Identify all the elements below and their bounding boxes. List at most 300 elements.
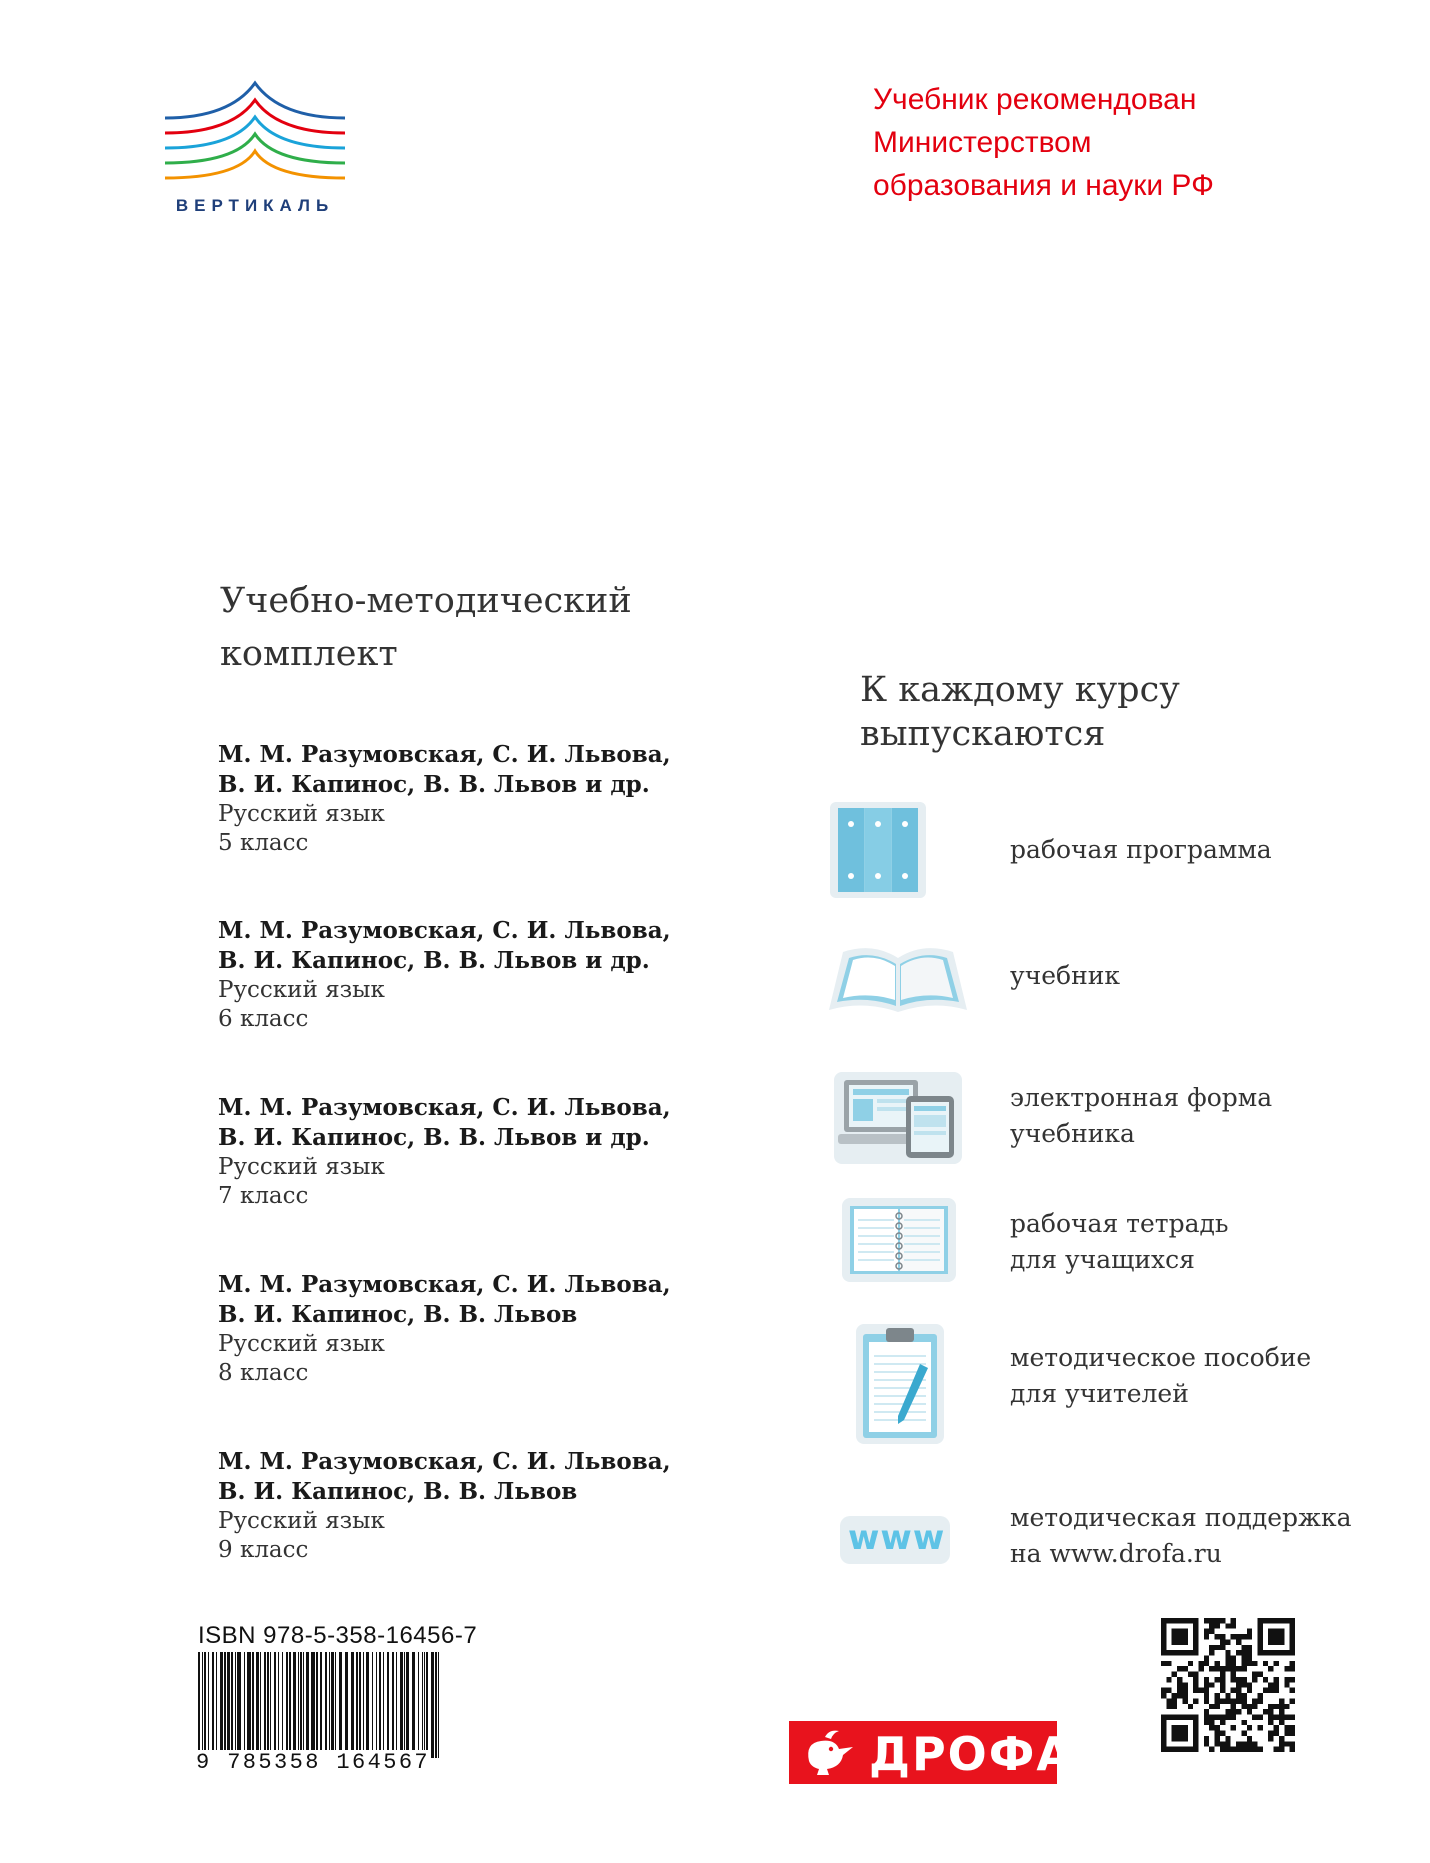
qr-module bbox=[1220, 1634, 1225, 1639]
book-entry bbox=[218, 1270, 671, 1388]
qr-module bbox=[1252, 1698, 1257, 1703]
barcode-bar bbox=[282, 1652, 283, 1758]
qr-module bbox=[1268, 1720, 1273, 1725]
book-subject: Русский язык bbox=[218, 1154, 385, 1180]
qr-module bbox=[1220, 1618, 1225, 1623]
qr-module bbox=[1290, 1677, 1295, 1682]
qr-module bbox=[1220, 1645, 1225, 1650]
qr-module bbox=[1236, 1666, 1241, 1671]
qr-module bbox=[1268, 1731, 1273, 1736]
qr-module bbox=[1247, 1736, 1252, 1741]
qr-module bbox=[1241, 1747, 1246, 1752]
qr-module bbox=[1182, 1666, 1187, 1671]
qr-module bbox=[1263, 1661, 1268, 1666]
qr-module bbox=[1199, 1661, 1204, 1666]
qr-module bbox=[1279, 1709, 1284, 1714]
qr-module bbox=[1241, 1677, 1246, 1682]
qr-module bbox=[1231, 1704, 1236, 1709]
barcode-bar bbox=[400, 1652, 403, 1758]
material-item bbox=[828, 1320, 1388, 1450]
book-subject: Русский язык bbox=[218, 1508, 385, 1534]
qr-module bbox=[1274, 1704, 1279, 1709]
material-item bbox=[828, 1196, 1388, 1306]
qr-module bbox=[1215, 1704, 1220, 1709]
qr-module bbox=[1166, 1677, 1171, 1682]
qr-module bbox=[1279, 1736, 1284, 1741]
qr-module bbox=[1236, 1677, 1241, 1682]
recommendation-line: Министерством bbox=[873, 126, 1092, 159]
qr-module bbox=[1204, 1629, 1209, 1634]
publisher-name: ДРОФА bbox=[869, 1727, 1075, 1781]
qr-module bbox=[1247, 1682, 1252, 1687]
barcode-bar bbox=[286, 1652, 288, 1758]
qr-module bbox=[1284, 1666, 1289, 1671]
qr-module bbox=[1279, 1704, 1284, 1709]
notebook-icon bbox=[842, 1196, 958, 1284]
barcode-bar bbox=[244, 1652, 245, 1758]
qr-module bbox=[1257, 1725, 1262, 1730]
qr-module bbox=[1166, 1688, 1171, 1693]
recommendation-line: образования и науки РФ bbox=[873, 169, 1214, 202]
qr-module bbox=[1231, 1725, 1236, 1730]
qr-module bbox=[1225, 1656, 1230, 1661]
qr-module bbox=[1257, 1747, 1262, 1752]
qr-module bbox=[1204, 1709, 1209, 1714]
barcode-bar bbox=[227, 1652, 230, 1758]
material-label bbox=[1010, 1500, 1352, 1572]
barcode-bar bbox=[256, 1652, 259, 1758]
material-label-line: учебника bbox=[1010, 1119, 1135, 1148]
qr-module bbox=[1257, 1672, 1262, 1677]
qr-module bbox=[1204, 1720, 1209, 1725]
barcode-bar bbox=[426, 1652, 428, 1758]
qr-module bbox=[1247, 1656, 1252, 1661]
qr-module bbox=[1199, 1666, 1204, 1671]
material-label bbox=[1010, 1206, 1229, 1278]
qr-module bbox=[1241, 1704, 1246, 1709]
qr-module bbox=[1274, 1725, 1279, 1730]
barcode-bar bbox=[435, 1652, 437, 1758]
qr-module bbox=[1274, 1677, 1279, 1682]
qr-module bbox=[1225, 1693, 1230, 1698]
qr-module bbox=[1172, 1693, 1177, 1698]
qr-module bbox=[1225, 1709, 1230, 1714]
qr-module bbox=[1247, 1747, 1252, 1752]
qr-module bbox=[1247, 1741, 1252, 1746]
material-label-line: методическое пособие bbox=[1010, 1343, 1312, 1372]
barcode-bar bbox=[422, 1652, 423, 1758]
qr-module bbox=[1204, 1714, 1209, 1719]
qr-module bbox=[1166, 1698, 1171, 1703]
barcode-bar bbox=[306, 1652, 309, 1758]
qr-module bbox=[1268, 1666, 1273, 1671]
book-authors: М. М. Разумовская, С. И. Львова, bbox=[218, 917, 671, 944]
qr-module bbox=[1209, 1645, 1214, 1650]
qr-module bbox=[1290, 1741, 1295, 1746]
qr-module bbox=[1182, 1688, 1187, 1693]
qr-module bbox=[1204, 1656, 1209, 1661]
barcode-bar bbox=[220, 1652, 223, 1758]
qr-module bbox=[1220, 1731, 1225, 1736]
barcode-bar bbox=[252, 1652, 254, 1758]
barcode-bar bbox=[406, 1652, 409, 1758]
qr-module bbox=[1204, 1688, 1209, 1693]
barcode-bar bbox=[267, 1652, 269, 1758]
book-authors: М. М. Разумовская, С. И. Львова, bbox=[218, 1448, 671, 1475]
qr-module bbox=[1204, 1677, 1209, 1682]
book-authors: В. И. Капинос, В. В. Львов и др. bbox=[218, 947, 650, 974]
qr-module bbox=[1252, 1704, 1257, 1709]
qr-module bbox=[1290, 1661, 1295, 1666]
qr-module bbox=[1204, 1618, 1209, 1623]
qr-module bbox=[1215, 1645, 1220, 1650]
qr-module bbox=[1279, 1720, 1284, 1725]
qr-module bbox=[1225, 1661, 1230, 1666]
qr-module bbox=[1236, 1709, 1241, 1714]
qr-module bbox=[1231, 1656, 1236, 1661]
qr-module bbox=[1263, 1677, 1268, 1682]
qr-module bbox=[1241, 1645, 1246, 1650]
qr-module bbox=[1225, 1714, 1230, 1719]
qr-module bbox=[1204, 1634, 1209, 1639]
barcode-bar bbox=[298, 1652, 299, 1758]
qr-module bbox=[1268, 1736, 1273, 1741]
qr-module bbox=[1204, 1698, 1209, 1703]
qr-module bbox=[1188, 1704, 1193, 1709]
qr-module bbox=[1209, 1618, 1214, 1623]
qr-finder bbox=[1172, 1725, 1188, 1741]
book-entry bbox=[218, 916, 671, 1034]
qr-module bbox=[1274, 1714, 1279, 1719]
qr-module bbox=[1247, 1704, 1252, 1709]
barcode-bar bbox=[264, 1652, 266, 1758]
qr-module bbox=[1284, 1682, 1289, 1687]
material-label bbox=[1010, 832, 1272, 868]
book-authors: М. М. Разумовская, С. И. Львова, bbox=[218, 741, 671, 768]
material-label-line: для учителей bbox=[1010, 1379, 1189, 1408]
material-item bbox=[828, 1068, 1388, 1178]
qr-module bbox=[1236, 1698, 1241, 1703]
recommendation-line: Учебник рекомендован bbox=[873, 83, 1197, 116]
qr-module bbox=[1247, 1650, 1252, 1655]
barcode-bar bbox=[418, 1652, 419, 1758]
barcode-bar bbox=[204, 1652, 206, 1758]
qr-module bbox=[1166, 1704, 1171, 1709]
barcode-bar bbox=[289, 1652, 291, 1758]
book-authors: М. М. Разумовская, С. И. Львова, bbox=[218, 1271, 671, 1298]
qr-module bbox=[1188, 1672, 1193, 1677]
material-label-line: для учащихся bbox=[1010, 1245, 1195, 1274]
open-book-icon bbox=[823, 940, 973, 1020]
laptop-tablet-icon bbox=[834, 1068, 964, 1168]
qr-module bbox=[1284, 1704, 1289, 1709]
qr-module bbox=[1220, 1677, 1225, 1682]
qr-module bbox=[1252, 1747, 1257, 1752]
qr-module bbox=[1220, 1720, 1225, 1725]
barcode-bar bbox=[231, 1652, 233, 1758]
book-authors: В. И. Капинос, В. В. Львов bbox=[218, 1478, 578, 1505]
qr-module bbox=[1279, 1741, 1284, 1746]
barcode-bar bbox=[303, 1652, 304, 1758]
qr-module bbox=[1257, 1698, 1262, 1703]
barcode-bar bbox=[237, 1652, 241, 1758]
qr-module bbox=[1172, 1698, 1177, 1703]
qr-module bbox=[1290, 1725, 1295, 1730]
book-grade: 6 класс bbox=[218, 1006, 309, 1032]
barcode-bar bbox=[320, 1652, 322, 1758]
qr-module bbox=[1220, 1741, 1225, 1746]
qr-module bbox=[1231, 1618, 1236, 1623]
barcode-bar bbox=[356, 1652, 358, 1758]
qr-module bbox=[1209, 1650, 1214, 1655]
qr-module bbox=[1236, 1639, 1241, 1644]
course-heading-line: выпускаются bbox=[860, 714, 1106, 754]
barcode-bar bbox=[260, 1652, 261, 1758]
qr-module bbox=[1268, 1709, 1273, 1714]
qr-module bbox=[1215, 1634, 1220, 1639]
qr-module bbox=[1220, 1682, 1225, 1687]
qr-module bbox=[1204, 1736, 1209, 1741]
book-grade: 8 класс bbox=[218, 1360, 309, 1386]
barcode-digits: 9 785358 164567 bbox=[196, 1750, 431, 1775]
qr-module bbox=[1193, 1698, 1198, 1703]
qr-module bbox=[1241, 1720, 1246, 1725]
book-authors: М. М. Разумовская, С. И. Львова, bbox=[218, 1094, 671, 1121]
material-item bbox=[828, 940, 1388, 1050]
barcode-bar bbox=[235, 1652, 236, 1758]
qr-module bbox=[1215, 1661, 1220, 1666]
material-item bbox=[828, 800, 1388, 910]
material-label-line: рабочая программа bbox=[1010, 835, 1272, 864]
qr-module bbox=[1215, 1677, 1220, 1682]
bird-icon bbox=[795, 1721, 865, 1784]
barcode-bar bbox=[331, 1652, 334, 1758]
qr-module bbox=[1215, 1741, 1220, 1746]
qr-module bbox=[1274, 1661, 1279, 1666]
qr-module bbox=[1247, 1645, 1252, 1650]
book-grade: 9 класс bbox=[218, 1537, 309, 1563]
barcode-bar bbox=[383, 1652, 384, 1758]
barcode-bar bbox=[198, 1652, 200, 1758]
isbn-label: ISBN 978-5-358-16456-7 bbox=[198, 1622, 478, 1649]
qr-module bbox=[1241, 1650, 1246, 1655]
qr-module bbox=[1236, 1682, 1241, 1687]
qr-module bbox=[1209, 1704, 1214, 1709]
qr-module bbox=[1247, 1709, 1252, 1714]
barcode-bar bbox=[431, 1652, 434, 1758]
qr-module bbox=[1236, 1688, 1241, 1693]
qr-module bbox=[1215, 1666, 1220, 1671]
qr-module bbox=[1220, 1698, 1225, 1703]
qr-finder bbox=[1268, 1629, 1284, 1645]
qr-module bbox=[1252, 1661, 1257, 1666]
qr-module bbox=[1204, 1693, 1209, 1698]
qr-module bbox=[1215, 1731, 1220, 1736]
umk-line: Учебно-методический bbox=[220, 581, 632, 621]
book-grade: 7 класс bbox=[218, 1183, 309, 1209]
qr-module bbox=[1161, 1693, 1166, 1698]
qr-module bbox=[1236, 1650, 1241, 1655]
qr-module bbox=[1209, 1725, 1214, 1730]
qr-module bbox=[1231, 1672, 1236, 1677]
qr-module bbox=[1209, 1747, 1214, 1752]
qr-module bbox=[1268, 1682, 1273, 1687]
barcode-bar bbox=[424, 1652, 425, 1758]
qr-module bbox=[1225, 1736, 1230, 1741]
qr-module bbox=[1236, 1693, 1241, 1698]
book-authors: В. И. Капинос, В. В. Львов bbox=[218, 1301, 578, 1328]
qr-module bbox=[1247, 1688, 1252, 1693]
barcode-bar bbox=[339, 1652, 342, 1758]
qr-module bbox=[1209, 1720, 1214, 1725]
qr-module bbox=[1231, 1634, 1236, 1639]
qr-module bbox=[1247, 1661, 1252, 1666]
qr-module bbox=[1290, 1747, 1295, 1752]
qr-module bbox=[1172, 1704, 1177, 1709]
qr-module bbox=[1290, 1698, 1295, 1703]
qr-module bbox=[1193, 1682, 1198, 1687]
barcode-bar bbox=[412, 1652, 415, 1758]
qr-module bbox=[1215, 1623, 1220, 1628]
qr-module bbox=[1263, 1709, 1268, 1714]
qr-module bbox=[1241, 1693, 1246, 1698]
course-heading bbox=[860, 668, 1180, 756]
qr-module bbox=[1252, 1741, 1257, 1746]
qr-module bbox=[1268, 1714, 1273, 1719]
umk-line: комплект bbox=[220, 634, 398, 674]
qr-module bbox=[1177, 1693, 1182, 1698]
barcode-bar bbox=[366, 1652, 369, 1758]
barcode-bar bbox=[363, 1652, 364, 1758]
qr-module bbox=[1252, 1714, 1257, 1719]
qr-module bbox=[1279, 1747, 1284, 1752]
qr-module bbox=[1166, 1661, 1171, 1666]
qr-module bbox=[1252, 1677, 1257, 1682]
material-label bbox=[1010, 1340, 1311, 1412]
material-item bbox=[828, 1496, 1388, 1606]
qr-module bbox=[1225, 1666, 1230, 1671]
qr-module bbox=[1236, 1747, 1241, 1752]
book-subject: Русский язык bbox=[218, 977, 385, 1003]
barcode-bar bbox=[270, 1652, 271, 1758]
qr-module bbox=[1274, 1682, 1279, 1687]
qr-module bbox=[1231, 1747, 1236, 1752]
qr-module bbox=[1252, 1672, 1257, 1677]
barcode-bar bbox=[351, 1652, 354, 1758]
qr-module bbox=[1231, 1688, 1236, 1693]
qr-module bbox=[1284, 1731, 1289, 1736]
barcode-bar bbox=[216, 1652, 217, 1758]
barcode-bar bbox=[335, 1652, 336, 1758]
qr-module bbox=[1215, 1618, 1220, 1623]
barcode-bar bbox=[208, 1652, 209, 1758]
qr-module bbox=[1215, 1714, 1220, 1719]
qr-module bbox=[1284, 1677, 1289, 1682]
qr-module bbox=[1231, 1698, 1236, 1703]
qr-code bbox=[1161, 1618, 1295, 1752]
qr-module bbox=[1209, 1714, 1214, 1719]
qr-module bbox=[1177, 1682, 1182, 1687]
barcode-bar bbox=[300, 1652, 302, 1758]
qr-module bbox=[1268, 1688, 1273, 1693]
www-icon bbox=[840, 1516, 950, 1564]
qr-module bbox=[1220, 1747, 1225, 1752]
book-entry bbox=[218, 1447, 671, 1565]
barcode-bar bbox=[311, 1652, 315, 1758]
qr-module bbox=[1241, 1741, 1246, 1746]
material-label-line: на www.drofa.ru bbox=[1010, 1539, 1222, 1568]
qr-module bbox=[1247, 1725, 1252, 1730]
qr-module bbox=[1220, 1639, 1225, 1644]
book-subject: Русский язык bbox=[218, 1331, 385, 1357]
qr-module bbox=[1284, 1725, 1289, 1730]
qr-module bbox=[1204, 1741, 1209, 1746]
course-heading-line: К каждому курсу bbox=[860, 670, 1180, 710]
qr-module bbox=[1193, 1677, 1198, 1682]
qr-module bbox=[1231, 1714, 1236, 1719]
qr-module bbox=[1177, 1688, 1182, 1693]
qr-module bbox=[1241, 1682, 1246, 1687]
qr-module bbox=[1257, 1693, 1262, 1698]
barcode-bar bbox=[278, 1652, 279, 1758]
qr-module bbox=[1215, 1698, 1220, 1703]
barcode-bar bbox=[376, 1652, 377, 1758]
qr-module bbox=[1161, 1688, 1166, 1693]
qr-module bbox=[1241, 1698, 1246, 1703]
book-entry bbox=[218, 1093, 671, 1211]
book-entry bbox=[218, 740, 671, 858]
qr-module bbox=[1263, 1688, 1268, 1693]
qr-module bbox=[1241, 1656, 1246, 1661]
qr-module bbox=[1236, 1741, 1241, 1746]
barcode-bar bbox=[293, 1652, 296, 1758]
qr-module bbox=[1274, 1731, 1279, 1736]
qr-module bbox=[1199, 1688, 1204, 1693]
barcode-bar bbox=[202, 1652, 203, 1758]
barcode-bar bbox=[404, 1652, 405, 1758]
barcode-bar bbox=[212, 1652, 214, 1758]
qr-module bbox=[1225, 1698, 1230, 1703]
barcode-bar bbox=[329, 1652, 330, 1758]
qr-module bbox=[1231, 1661, 1236, 1666]
qr-module bbox=[1220, 1672, 1225, 1677]
book-authors: В. И. Капинос, В. В. Львов и др. bbox=[218, 771, 650, 798]
qr-module bbox=[1220, 1714, 1225, 1719]
qr-module bbox=[1177, 1666, 1182, 1671]
qr-module bbox=[1220, 1666, 1225, 1671]
qr-module bbox=[1220, 1688, 1225, 1693]
qr-module bbox=[1193, 1688, 1198, 1693]
qr-module bbox=[1284, 1741, 1289, 1746]
qr-module bbox=[1204, 1661, 1209, 1666]
qr-module bbox=[1274, 1747, 1279, 1752]
qr-finder bbox=[1172, 1629, 1188, 1645]
umk-heading bbox=[220, 575, 632, 681]
barcode-bar bbox=[392, 1652, 394, 1758]
qr-module bbox=[1241, 1661, 1246, 1666]
recommendation-note bbox=[873, 78, 1393, 207]
qr-module bbox=[1188, 1661, 1193, 1666]
qr-module bbox=[1225, 1639, 1230, 1644]
barcode-bar bbox=[387, 1652, 389, 1758]
material-label bbox=[1010, 1080, 1272, 1152]
qr-module bbox=[1225, 1623, 1230, 1628]
qr-module bbox=[1182, 1682, 1187, 1687]
qr-module bbox=[1290, 1714, 1295, 1719]
barcode-bar bbox=[274, 1652, 276, 1758]
qr-module bbox=[1231, 1666, 1236, 1671]
material-label-line: рабочая тетрадь bbox=[1010, 1209, 1229, 1238]
